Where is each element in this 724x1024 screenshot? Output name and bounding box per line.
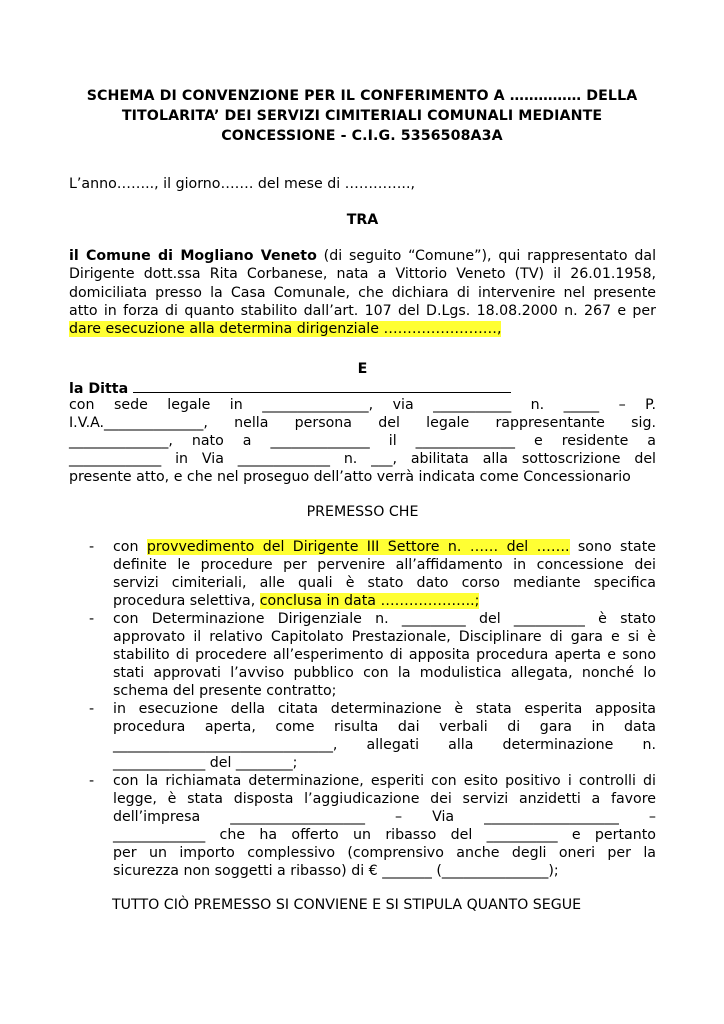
- list-item-1-line-2: definite le procedure per pervenire all’affidamento in concessione dei: [113, 557, 656, 573]
- ditta-label: la Ditta: [69, 381, 129, 397]
- list-item-4-line-2: legge, è stata disposta l’aggiudicazione dei servizi anzidetti a favore: [113, 791, 656, 807]
- comune-line-4: atto in forza di quanto stabilito dall’art. 107 del D.Lgs. 18.08.2000 n. 267 e per: [69, 303, 656, 319]
- list-item-1-line-3: servizi cimiteriali, alle quali è stato dato corso mediante specifica: [113, 575, 656, 591]
- list-item-2-line-4: stati approvati l’avviso pubblico con la modulistica allegata, nonché lo: [113, 665, 656, 681]
- title-line-2: TITOLARITA’ DEI SERVIZI CIMITERIALI COMUNALI MEDIANTE: [121, 108, 603, 124]
- list-item-4-line-5: per un importo complessivo (comprensivo anche degli oneri per la: [113, 845, 656, 861]
- comune-line-1-rest: (di seguito “Comune”), qui rappresentato dal: [316, 248, 657, 264]
- ditta-line-1: con sede legale in _______________, via ___________ n. _____ – P.: [69, 397, 656, 413]
- ditta-line-3: ______________, nato a ______________ il ______________ e residente a: [69, 433, 656, 449]
- list-item-1-line-1: con provvedimento del Dirigente III Settore n. …… del ……. sono state: [113, 539, 656, 555]
- comune-name: il Comune di Mogliano Veneto: [69, 248, 317, 264]
- list-item-4-line-1: con la richiamata determinazione, esperiti con esito positivo i controlli di: [113, 773, 656, 789]
- list-item-2-line-1: con Determinazione Dirigenziale n. _________ del __________ è stato: [113, 611, 656, 627]
- list-item-3-line-2: procedura aperta, come risulta dai verbali di gara in data: [113, 719, 656, 735]
- title-line-3: CONCESSIONE - C.I.G. 5356508A3A: [221, 128, 503, 144]
- list-bullet: -: [89, 539, 95, 555]
- list-item-2-line-2: approvato il relativo Capitolato Prestazionale, Disciplinare di gara e si è: [113, 629, 656, 645]
- list-item-4-line-4: _____________ che ha offerto un ribasso del __________ e pertanto: [113, 827, 656, 843]
- ditta-line-5: presente atto, e che nel proseguo dell’atto verrà indicata come Concessionario: [69, 469, 631, 485]
- premesso-heading: PREMESSO CHE: [306, 504, 419, 520]
- e-heading: E: [357, 361, 368, 377]
- title-line-1: SCHEMA DI CONVENZIONE PER IL CONFERIMENTO A …………… DELLA: [86, 88, 638, 104]
- highlighted-determina: dare esecuzione alla determina dirigenziale ……………………,: [69, 321, 502, 337]
- highlighted-provvedimento: provvedimento del Dirigente III Settore n. …… del …….: [146, 539, 570, 555]
- document-title: [60, 86, 664, 146]
- comune-line-1: [69, 247, 656, 265]
- tra-heading: TRA: [346, 212, 379, 228]
- list-item-3-line-3: _______________________________, allegati alla determinazione n.: [113, 737, 656, 753]
- list-item-2-line-5: schema del presente contratto;: [113, 683, 337, 699]
- closing-statement: TUTTO CIÒ PREMESSO SI CONVIENE E SI STIPULA QUANTO SEGUE: [112, 897, 582, 913]
- comune-line-5: [69, 320, 656, 338]
- list-item-1-line-4: procedura selettiva, conclusa in data ………………..;: [113, 593, 480, 609]
- list-item-3-line-4: _____________ del ________;: [113, 755, 298, 771]
- list-bullet: -: [89, 611, 95, 627]
- list-item-2-line-3: stabilito di procedere all’esperimento di apposita procedura aperta e sono: [113, 647, 656, 663]
- list-bullet: -: [89, 773, 95, 789]
- list-item-3-line-1: in esecuzione della citata determinazione è stata esperita apposita: [113, 701, 656, 717]
- list-item-4-line-3: dell’impresa ___________________ – Via ___________________ –: [113, 809, 656, 825]
- ditta-line-2: I.V.A.______________, nella persona del legale rappresentante sig.: [69, 415, 656, 431]
- date-line: L’anno…….., il giorno……. del mese di …………..,: [69, 176, 415, 192]
- ditta-line: [69, 378, 656, 398]
- list-bullet: -: [89, 701, 95, 717]
- ditta-line-4: _____________ in Via _____________ n. ___, abilitata alla sottoscrizione del: [69, 451, 656, 467]
- comune-line-3: domiciliata presso la Casa Comunale, che dichiara di intervenire nel presente: [69, 285, 656, 301]
- list-item-4-line-6: sicurezza non soggetti a ribasso) di € _______ (_______________);: [113, 863, 559, 879]
- comune-line-2: Dirigente dott.ssa Rita Corbanese, nata a Vittorio Veneto (TV) il 26.01.1958,: [69, 266, 656, 282]
- highlighted-conclusa: conclusa in data ………………..;: [259, 593, 480, 609]
- ditta-blank: [133, 378, 511, 393]
